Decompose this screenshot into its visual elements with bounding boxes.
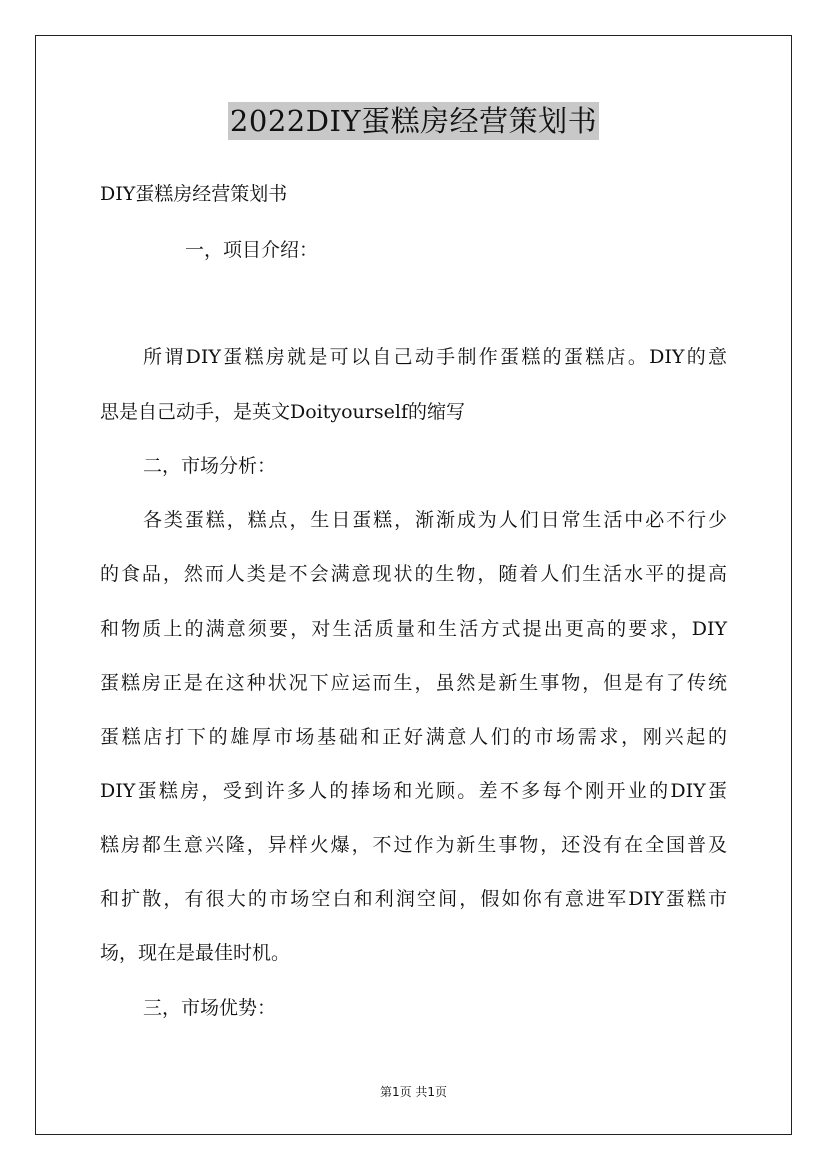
document-subtitle: DIY蛋糕房经营策划书 [100,183,288,205]
section-heading-market-analysis: 二，市场分析： [143,455,277,477]
analysis-line: 和扩散，有很大的市场空白和利润空间，假如你有意进军DIY蛋糕市 [100,888,727,910]
analysis-line: 的食品，然而人类是不会满意现状的生物，随着人们生活水平的提高 [100,563,727,585]
analysis-line: 和物质上的满意须要，对生活质量和生活方式提出更高的要求，DIY [100,618,727,640]
section-heading-market-advantages: 三，市场优势： [143,997,277,1019]
section-heading-project-intro: 一，项目介绍： [185,239,319,261]
analysis-line: DIY蛋糕房，受到许多人的捧场和光顾。差不多每个刚开业的DIY蛋 [100,780,727,802]
document-title: 2022DIY蛋糕房经营策划书 [229,104,598,138]
intro-line: 所谓DIY蛋糕房就是可以自己动手制作蛋糕的蛋糕店。DIY的意 [143,346,727,368]
analysis-line: 场，现在是最佳时机。 [100,942,291,964]
intro-line: 思是自己动手，是英文Doityourself的缩写 [100,401,465,423]
analysis-line: 蛋糕店打下的雄厚市场基础和正好满意人们的市场需求，刚兴起的 [100,726,727,748]
analysis-line: 糕房都生意兴隆，异样火爆，不过作为新生事物，还没有在全国普及 [100,834,727,856]
analysis-line: 各类蛋糕，糕点，生日蛋糕，渐渐成为人们日常生活中必不行少 [143,509,727,531]
analysis-line: 蛋糕房正是在这种状况下应运而生，虽然是新生事物，但是有了传统 [100,672,727,694]
title-container [0,102,827,140]
page-footer: 第1页 共1页 [379,1085,448,1099]
